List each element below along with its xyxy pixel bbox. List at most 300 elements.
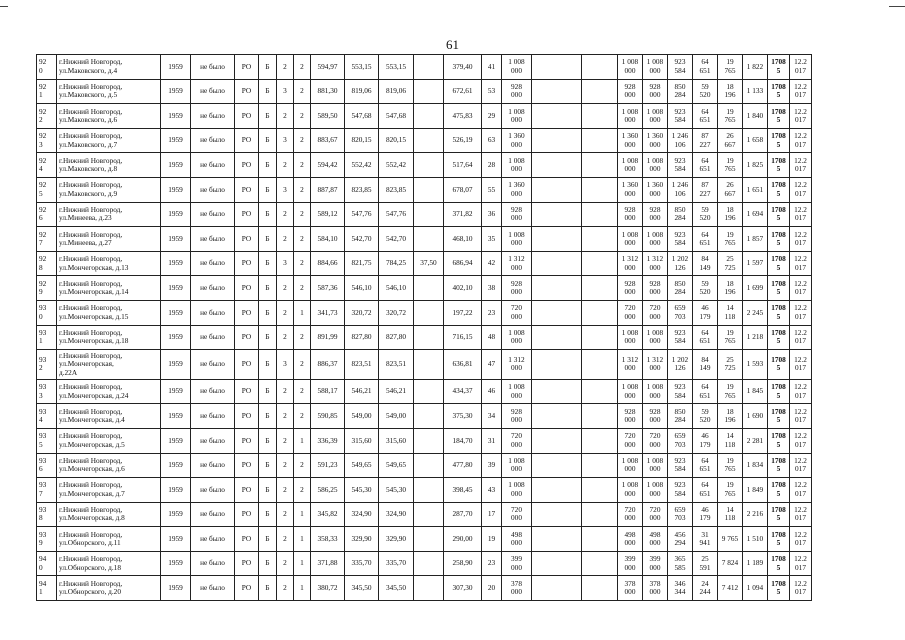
floors-cell: 2 (277, 404, 294, 429)
prior-repair-cell: не было (191, 325, 235, 350)
table-row (37, 300, 812, 325)
owners-funds-cell: 498 000 (643, 527, 668, 552)
floors-cell: 2 (277, 527, 294, 552)
residents-count-cell: 48 (482, 325, 502, 350)
residential-area-cell: 335,70 (379, 551, 414, 576)
funds-part-b-cell: 25 591 (693, 551, 718, 576)
non-residential-area-cell (414, 428, 444, 453)
limit-cost-cell: 1708 5 (768, 379, 790, 404)
prior-repair-cell: не было (191, 202, 235, 227)
entrances-cell: 1 (294, 428, 311, 453)
federal-funds-cell (532, 576, 582, 601)
regional-funds-cell (582, 55, 618, 80)
total-area-cell: 586,25 (311, 478, 345, 503)
page-number: 61 (446, 37, 459, 52)
residential-area-cell: 823,85 (379, 177, 414, 202)
prior-repair-cell: не было (191, 478, 235, 503)
floors-cell: 2 (277, 55, 294, 80)
local-funds-cell: 1 008 000 (618, 55, 643, 80)
table-row (37, 177, 812, 202)
owners-area-cell: 672,61 (444, 79, 482, 104)
funds-part-a-cell: 346 344 (668, 576, 693, 601)
entrances-cell: 2 (294, 227, 311, 252)
regional-funds-cell (582, 153, 618, 178)
funds-part-b-cell: 64 651 (693, 379, 718, 404)
address-cell: г.Нижний Новгород, ул.Маковского, д.7 (57, 128, 161, 153)
entrances-cell: 2 (294, 325, 311, 350)
local-funds-cell: 399 000 (618, 551, 643, 576)
owners-area-cell: 468,10 (444, 227, 482, 252)
funds-part-c-cell: 19 765 (718, 325, 743, 350)
year-built-cell: 1959 (161, 153, 191, 178)
prior-repair-cell: не было (191, 55, 235, 80)
entrances-cell: 1 (294, 551, 311, 576)
management-type-cell: РО (235, 453, 259, 478)
non-residential-area-cell (414, 153, 444, 178)
premises-area-cell: 547,68 (345, 104, 379, 129)
premises-area-cell: 553,15 (345, 55, 379, 80)
unit-cost-cell: 2 281 (743, 428, 768, 453)
completion-date-cell: 12.2 017 (790, 576, 812, 601)
floors-cell: 2 (277, 478, 294, 503)
local-funds-cell: 928 000 (618, 276, 643, 301)
federal-funds-cell (532, 478, 582, 503)
address-cell: г.Нижний Новгород, ул.Мончегорская, д.15 (57, 300, 161, 325)
repair-cost-cell: 1 008 000 (502, 153, 532, 178)
repair-cost-cell: 720 000 (502, 300, 532, 325)
premises-area-cell: 552,42 (345, 153, 379, 178)
funds-part-a-cell: 850 284 (668, 276, 693, 301)
unit-cost-cell: 1 699 (743, 276, 768, 301)
limit-cost-cell: 1708 5 (768, 202, 790, 227)
funds-part-b-cell: 64 651 (693, 55, 718, 80)
residents-count-cell: 43 (482, 478, 502, 503)
owners-area-cell: 517,64 (444, 153, 482, 178)
repair-cost-cell: 1 312 000 (502, 350, 532, 380)
owners-funds-cell: 1 312 000 (643, 350, 668, 380)
table-row (37, 79, 812, 104)
completion-date-cell: 12.2 017 (790, 276, 812, 301)
unit-cost-cell: 2 216 (743, 502, 768, 527)
owners-area-cell: 402,10 (444, 276, 482, 301)
table-row (37, 202, 812, 227)
entrances-cell: 1 (294, 300, 311, 325)
address-cell: г.Нижний Новгород, ул.Маковского, д.4 (57, 55, 161, 80)
residential-area-cell: 547,68 (379, 104, 414, 129)
unit-cost-cell: 1 825 (743, 153, 768, 178)
entrances-cell: 2 (294, 153, 311, 178)
owners-area-cell: 184,70 (444, 428, 482, 453)
year-built-cell: 1959 (161, 227, 191, 252)
floors-cell: 2 (277, 502, 294, 527)
regional-funds-cell (582, 576, 618, 601)
premises-area-cell: 545,30 (345, 478, 379, 503)
corner-mark-right (889, 6, 905, 7)
total-area-cell: 336,39 (311, 428, 345, 453)
residential-area-cell: 329,90 (379, 527, 414, 552)
entrances-cell: 1 (294, 502, 311, 527)
entrances-cell: 2 (294, 128, 311, 153)
entrances-cell: 2 (294, 453, 311, 478)
funds-part-a-cell: 1 246 106 (668, 177, 693, 202)
owners-funds-cell: 399 000 (643, 551, 668, 576)
completion-date-cell: 12.2 017 (790, 177, 812, 202)
prior-repair-cell: не было (191, 502, 235, 527)
funds-part-c-cell: 18 196 (718, 276, 743, 301)
prior-repair-cell: не было (191, 153, 235, 178)
funds-part-a-cell: 850 284 (668, 404, 693, 429)
residential-area-cell: 320,72 (379, 300, 414, 325)
management-type-cell: РО (235, 104, 259, 129)
funds-part-b-cell: 84 149 (693, 350, 718, 380)
wall-material-cell: Б (259, 379, 277, 404)
residential-area-cell: 546,21 (379, 379, 414, 404)
address-cell: г.Нижний Новгород, ул.Обнорского, д.18 (57, 551, 161, 576)
year-built-cell: 1959 (161, 350, 191, 380)
local-funds-cell: 498 000 (618, 527, 643, 552)
residential-area-cell: 784,25 (379, 251, 414, 276)
limit-cost-cell: 1708 5 (768, 428, 790, 453)
row-number-cell: 92 4 (37, 153, 57, 178)
address-cell: г.Нижний Новгород, ул.Мончегорская, д.22А (57, 350, 161, 380)
federal-funds-cell (532, 527, 582, 552)
table-body (37, 55, 812, 601)
owners-area-cell: 686,94 (444, 251, 482, 276)
completion-date-cell: 12.2 017 (790, 527, 812, 552)
wall-material-cell: Б (259, 551, 277, 576)
owners-area-cell: 290,00 (444, 527, 482, 552)
non-residential-area-cell (414, 379, 444, 404)
floors-cell: 2 (277, 104, 294, 129)
floors-cell: 2 (277, 551, 294, 576)
federal-funds-cell (532, 379, 582, 404)
year-built-cell: 1959 (161, 104, 191, 129)
floors-cell: 3 (277, 251, 294, 276)
table-row (37, 128, 812, 153)
local-funds-cell: 720 000 (618, 300, 643, 325)
residents-count-cell: 53 (482, 79, 502, 104)
management-type-cell: РО (235, 55, 259, 80)
owners-funds-cell: 720 000 (643, 502, 668, 527)
prior-repair-cell: не было (191, 428, 235, 453)
non-residential-area-cell (414, 527, 444, 552)
non-residential-area-cell (414, 502, 444, 527)
unit-cost-cell: 1 834 (743, 453, 768, 478)
address-cell: г.Нижний Новгород, ул.Обнорского, д.11 (57, 527, 161, 552)
repair-cost-cell: 1 360 000 (502, 128, 532, 153)
residents-count-cell: 47 (482, 350, 502, 380)
unit-cost-cell: 1 133 (743, 79, 768, 104)
floors-cell: 2 (277, 325, 294, 350)
repair-cost-cell: 720 000 (502, 502, 532, 527)
prior-repair-cell: не было (191, 300, 235, 325)
year-built-cell: 1959 (161, 79, 191, 104)
residential-area-cell: 546,10 (379, 276, 414, 301)
funds-part-b-cell: 64 651 (693, 227, 718, 252)
local-funds-cell: 720 000 (618, 502, 643, 527)
limit-cost-cell: 1708 5 (768, 153, 790, 178)
total-area-cell: 345,82 (311, 502, 345, 527)
unit-cost-cell: 1 593 (743, 350, 768, 380)
federal-funds-cell (532, 202, 582, 227)
prior-repair-cell: не было (191, 227, 235, 252)
funds-part-b-cell: 64 651 (693, 104, 718, 129)
premises-area-cell: 821,75 (345, 251, 379, 276)
limit-cost-cell: 1708 5 (768, 453, 790, 478)
regional-funds-cell (582, 79, 618, 104)
funds-part-b-cell: 87 227 (693, 177, 718, 202)
corner-mark-left (0, 6, 8, 7)
wall-material-cell: Б (259, 55, 277, 80)
unit-cost-cell: 1 845 (743, 379, 768, 404)
funds-part-a-cell: 456 294 (668, 527, 693, 552)
wall-material-cell: Б (259, 300, 277, 325)
floors-cell: 3 (277, 350, 294, 380)
wall-material-cell: Б (259, 350, 277, 380)
total-area-cell: 886,37 (311, 350, 345, 380)
funds-part-b-cell: 46 179 (693, 502, 718, 527)
regional-funds-cell (582, 202, 618, 227)
unit-cost-cell: 1 510 (743, 527, 768, 552)
local-funds-cell: 1 312 000 (618, 251, 643, 276)
row-number-cell: 92 3 (37, 128, 57, 153)
entrances-cell: 2 (294, 55, 311, 80)
row-number-cell: 93 1 (37, 325, 57, 350)
year-built-cell: 1959 (161, 551, 191, 576)
management-type-cell: РО (235, 576, 259, 601)
repair-cost-cell: 1 312 000 (502, 251, 532, 276)
repair-cost-cell: 1 008 000 (502, 379, 532, 404)
total-area-cell: 584,10 (311, 227, 345, 252)
prior-repair-cell: не было (191, 379, 235, 404)
funds-part-b-cell: 87 227 (693, 128, 718, 153)
address-cell: г.Нижний Новгород, ул.Мончегорская, д.8 (57, 502, 161, 527)
funds-part-a-cell: 923 584 (668, 379, 693, 404)
floors-cell: 2 (277, 576, 294, 601)
address-cell: г.Нижний Новгород, ул.Мончегорская, д.4 (57, 404, 161, 429)
local-funds-cell: 1 008 000 (618, 153, 643, 178)
total-area-cell: 594,42 (311, 153, 345, 178)
total-area-cell: 891,99 (311, 325, 345, 350)
premises-area-cell: 324,90 (345, 502, 379, 527)
row-number-cell: 92 8 (37, 251, 57, 276)
residents-count-cell: 20 (482, 576, 502, 601)
owners-area-cell: 379,40 (444, 55, 482, 80)
funds-part-c-cell: 19 765 (718, 55, 743, 80)
floors-cell: 2 (277, 300, 294, 325)
local-funds-cell: 1 360 000 (618, 177, 643, 202)
federal-funds-cell (532, 428, 582, 453)
residential-area-cell: 545,30 (379, 478, 414, 503)
table-row (37, 404, 812, 429)
non-residential-area-cell (414, 177, 444, 202)
wall-material-cell: Б (259, 177, 277, 202)
repair-cost-cell: 720 000 (502, 428, 532, 453)
funds-part-a-cell: 923 584 (668, 55, 693, 80)
unit-cost-cell: 1 218 (743, 325, 768, 350)
completion-date-cell: 12.2 017 (790, 404, 812, 429)
entrances-cell: 2 (294, 404, 311, 429)
prior-repair-cell: не было (191, 527, 235, 552)
unit-cost-cell: 1 094 (743, 576, 768, 601)
total-area-cell: 587,36 (311, 276, 345, 301)
completion-date-cell: 12.2 017 (790, 55, 812, 80)
funds-part-c-cell: 19 765 (718, 379, 743, 404)
premises-area-cell: 345,50 (345, 576, 379, 601)
residential-area-cell: 820,15 (379, 128, 414, 153)
premises-area-cell: 546,21 (345, 379, 379, 404)
funds-part-c-cell: 26 667 (718, 177, 743, 202)
regional-funds-cell (582, 502, 618, 527)
unit-cost-cell: 1 694 (743, 202, 768, 227)
non-residential-area-cell (414, 350, 444, 380)
funds-part-b-cell: 64 651 (693, 453, 718, 478)
address-cell: г.Нижний Новгород, ул.Мончегорская, д.24 (57, 379, 161, 404)
wall-material-cell: Б (259, 276, 277, 301)
owners-funds-cell: 928 000 (643, 404, 668, 429)
completion-date-cell: 12.2 017 (790, 428, 812, 453)
floors-cell: 3 (277, 79, 294, 104)
regional-funds-cell (582, 350, 618, 380)
prior-repair-cell: не было (191, 453, 235, 478)
residential-area-cell: 552,42 (379, 153, 414, 178)
unit-cost-cell: 1 658 (743, 128, 768, 153)
row-number-cell: 92 5 (37, 177, 57, 202)
completion-date-cell: 12.2 017 (790, 227, 812, 252)
local-funds-cell: 378 000 (618, 576, 643, 601)
limit-cost-cell: 1708 5 (768, 325, 790, 350)
management-type-cell: РО (235, 379, 259, 404)
residents-count-cell: 46 (482, 379, 502, 404)
owners-funds-cell: 928 000 (643, 79, 668, 104)
total-area-cell: 594,97 (311, 55, 345, 80)
non-residential-area-cell (414, 300, 444, 325)
premises-area-cell: 329,90 (345, 527, 379, 552)
local-funds-cell: 928 000 (618, 202, 643, 227)
management-type-cell: РО (235, 153, 259, 178)
unit-cost-cell: 1 651 (743, 177, 768, 202)
owners-funds-cell: 1 008 000 (643, 55, 668, 80)
premises-area-cell: 823,85 (345, 177, 379, 202)
entrances-cell: 2 (294, 276, 311, 301)
management-type-cell: РО (235, 527, 259, 552)
funds-part-c-cell: 14 118 (718, 300, 743, 325)
owners-area-cell: 287,70 (444, 502, 482, 527)
funds-part-a-cell: 1 202 126 (668, 251, 693, 276)
entrances-cell: 1 (294, 576, 311, 601)
address-cell: г.Нижний Новгород, ул.Маковского, д.5 (57, 79, 161, 104)
non-residential-area-cell: 37,50 (414, 251, 444, 276)
regional-funds-cell (582, 276, 618, 301)
wall-material-cell: Б (259, 79, 277, 104)
residential-area-cell: 345,50 (379, 576, 414, 601)
prior-repair-cell: не было (191, 177, 235, 202)
address-cell: г.Нижний Новгород, ул.Минеева, д.27 (57, 227, 161, 252)
year-built-cell: 1959 (161, 379, 191, 404)
repair-cost-cell: 928 000 (502, 202, 532, 227)
premises-area-cell: 549,65 (345, 453, 379, 478)
management-type-cell: РО (235, 276, 259, 301)
table-row (37, 478, 812, 503)
funds-part-c-cell: 19 765 (718, 227, 743, 252)
table-row (37, 379, 812, 404)
management-type-cell: РО (235, 350, 259, 380)
federal-funds-cell (532, 300, 582, 325)
repair-cost-cell: 1 008 000 (502, 227, 532, 252)
funds-part-a-cell: 659 703 (668, 428, 693, 453)
residents-count-cell: 35 (482, 227, 502, 252)
regional-funds-cell (582, 527, 618, 552)
funds-part-b-cell: 64 651 (693, 153, 718, 178)
non-residential-area-cell (414, 55, 444, 80)
non-residential-area-cell (414, 325, 444, 350)
non-residential-area-cell (414, 104, 444, 129)
funds-part-a-cell: 850 284 (668, 202, 693, 227)
premises-area-cell: 542,70 (345, 227, 379, 252)
funds-part-b-cell: 64 651 (693, 478, 718, 503)
completion-date-cell: 12.2 017 (790, 251, 812, 276)
address-cell: г.Нижний Новгород, ул.Мончегорская, д.7 (57, 478, 161, 503)
local-funds-cell: 1 360 000 (618, 128, 643, 153)
total-area-cell: 380,72 (311, 576, 345, 601)
funds-part-b-cell: 84 149 (693, 251, 718, 276)
premises-area-cell: 823,51 (345, 350, 379, 380)
floors-cell: 2 (277, 202, 294, 227)
table-row (37, 153, 812, 178)
unit-cost-cell: 1 840 (743, 104, 768, 129)
floors-cell: 3 (277, 128, 294, 153)
year-built-cell: 1959 (161, 428, 191, 453)
management-type-cell: РО (235, 79, 259, 104)
owners-funds-cell: 1 008 000 (643, 227, 668, 252)
table-row (37, 350, 812, 380)
limit-cost-cell: 1708 5 (768, 104, 790, 129)
residential-area-cell: 542,70 (379, 227, 414, 252)
year-built-cell: 1959 (161, 300, 191, 325)
row-number-cell: 93 6 (37, 453, 57, 478)
address-cell: г.Нижний Новгород, ул.Маковского, д.6 (57, 104, 161, 129)
regional-funds-cell (582, 379, 618, 404)
funds-part-c-cell: 25 725 (718, 251, 743, 276)
wall-material-cell: Б (259, 502, 277, 527)
funds-part-a-cell: 923 584 (668, 153, 693, 178)
repair-cost-cell: 1 008 000 (502, 104, 532, 129)
funds-part-c-cell: 7 412 (718, 576, 743, 601)
limit-cost-cell: 1708 5 (768, 177, 790, 202)
limit-cost-cell: 1708 5 (768, 251, 790, 276)
wall-material-cell: Б (259, 453, 277, 478)
address-cell: г.Нижний Новгород, ул.Обнорского, д.20 (57, 576, 161, 601)
limit-cost-cell: 1708 5 (768, 502, 790, 527)
entrances-cell: 1 (294, 527, 311, 552)
prior-repair-cell: не было (191, 276, 235, 301)
non-residential-area-cell (414, 551, 444, 576)
limit-cost-cell: 1708 5 (768, 350, 790, 380)
row-number-cell: 93 0 (37, 300, 57, 325)
row-number-cell: 92 7 (37, 227, 57, 252)
funds-part-c-cell: 19 765 (718, 478, 743, 503)
year-built-cell: 1959 (161, 251, 191, 276)
funds-part-c-cell: 19 765 (718, 453, 743, 478)
repair-cost-cell: 1 008 000 (502, 478, 532, 503)
premises-area-cell: 315,60 (345, 428, 379, 453)
funds-part-c-cell: 19 765 (718, 153, 743, 178)
repair-cost-cell: 1 008 000 (502, 325, 532, 350)
limit-cost-cell: 1708 5 (768, 128, 790, 153)
table-row (37, 276, 812, 301)
regional-funds-cell (582, 128, 618, 153)
entrances-cell: 2 (294, 177, 311, 202)
